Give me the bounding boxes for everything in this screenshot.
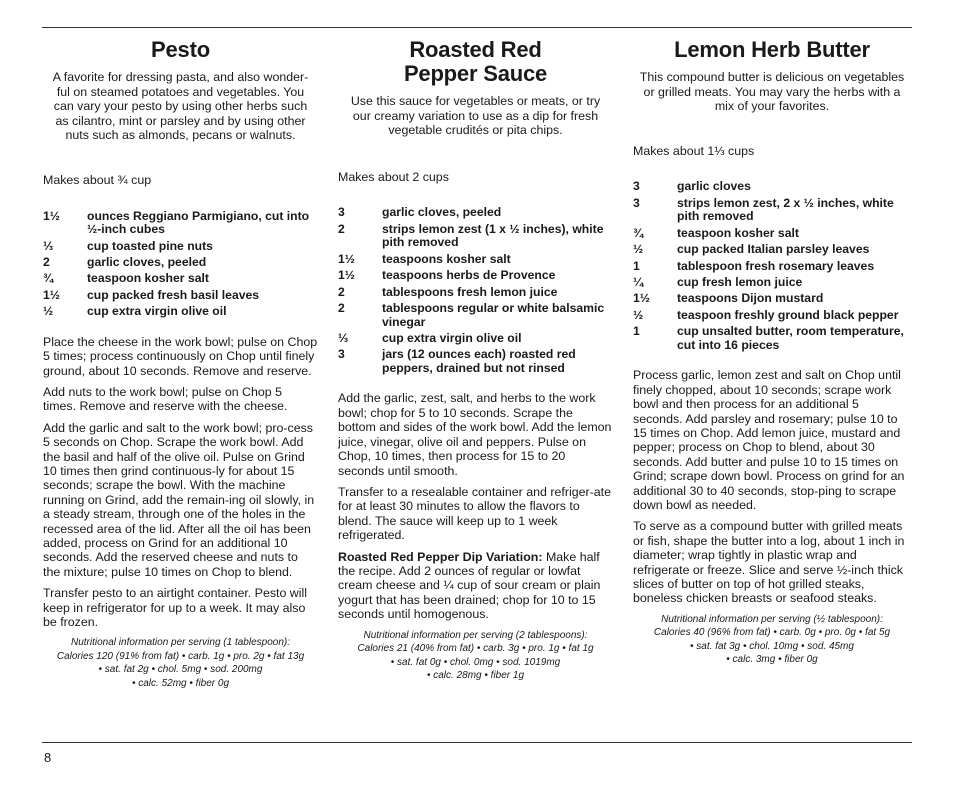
ingredient-item bbox=[338, 269, 613, 283]
recipe-yield: Makes about 1⅓ cups bbox=[633, 143, 755, 158]
ingredient-list bbox=[43, 210, 318, 319]
recipe-intro: A favorite for dressing pasta, and also wonder-ful on steamed potatoes and vegetables. You can vary your pesto by using other herbs such as cilantro, mint or parsley and by using other nuts such as almonds, pecans or walnuts. bbox=[52, 70, 309, 143]
ingredient-desc: cup packed fresh basil leaves bbox=[87, 287, 260, 302]
variation-text: Make half the recipe. Add 2 ounces of regular or lowfat cream cheese and ¼ cup of sour cream or plain yogurt that has been drained; chop for 10 to 15 seconds until homogenous. bbox=[338, 549, 601, 622]
ingredient-item bbox=[633, 309, 911, 323]
ingredient-item bbox=[633, 243, 911, 257]
ingredient-item bbox=[633, 276, 911, 290]
ingredient-qty: 2 bbox=[43, 254, 50, 269]
variation-label: Roasted Red Pepper Dip Variation: bbox=[338, 549, 543, 564]
ingredient-desc: cup unsalted butter, room temperature, cut into 16 pieces bbox=[677, 324, 904, 352]
ingredient-qty: ¾ bbox=[633, 225, 644, 240]
recipe-yield: Makes about ¾ cup bbox=[43, 172, 152, 187]
nutrition-line: • sat. fat 2g • chol. 5mg • sod. 200mg bbox=[98, 664, 263, 676]
ingredient-desc: teaspoons kosher salt bbox=[382, 251, 511, 266]
nutrition-info bbox=[633, 613, 911, 667]
ingredient-qty: 1 bbox=[633, 324, 640, 339]
ingredient-desc: teaspoons Dijon mustard bbox=[677, 291, 824, 306]
recipe-title-line: Roasted Red bbox=[409, 37, 542, 62]
nutrition-line: Calories 40 (96% from fat) • carb. 0g • pro. 0g • fat 5g bbox=[653, 627, 891, 639]
page-number: 8 bbox=[44, 750, 52, 765]
ingredient-item bbox=[338, 253, 613, 267]
recipe-steps bbox=[633, 368, 911, 606]
recipe-title: Pesto bbox=[151, 37, 210, 62]
ingredient-item bbox=[43, 240, 318, 254]
nutrition-info bbox=[338, 629, 613, 683]
ingredient-item bbox=[338, 286, 613, 300]
ingredient-desc: strips lemon zest, 2 x ½ inches, white pith removed bbox=[677, 195, 894, 224]
nutrition-heading: Nutritional information per serving (1 tablespoon): bbox=[71, 637, 290, 649]
ingredient-item bbox=[633, 227, 911, 241]
ingredient-item bbox=[338, 302, 613, 329]
ingredient-qty: ⅓ bbox=[338, 330, 349, 345]
recipe-pesto bbox=[43, 38, 318, 690]
recipe-step: Add nuts to the work bowl; pulse on Chop 5 times. Remove and reserve with the cheese. bbox=[43, 384, 288, 414]
ingredient-qty: 2 bbox=[338, 300, 345, 315]
ingredient-desc: cup extra virgin olive oil bbox=[382, 330, 522, 345]
ingredient-qty: 3 bbox=[338, 205, 345, 220]
ingredient-desc: cup packed Italian parsley leaves bbox=[677, 242, 870, 257]
ingredient-desc: tablespoons fresh lemon juice bbox=[382, 284, 558, 299]
ingredient-desc: garlic cloves, peeled bbox=[382, 205, 502, 220]
ingredient-desc: teaspoons herbs de Provence bbox=[382, 268, 556, 283]
ingredient-qty: 3 bbox=[338, 347, 345, 362]
ingredient-desc: strips lemon zest (1 x ½ inches), white pith removed bbox=[382, 221, 604, 250]
recipe-step: Place the cheese in the work bowl; pulse on Chop 5 times; process continuously on Chop until finely ground, about 10 seconds. Remove and reserve. bbox=[43, 334, 318, 378]
nutrition-line: • sat. fat 0g • chol. 0mg • sod. 1019mg bbox=[390, 656, 561, 668]
ingredient-item bbox=[633, 292, 911, 306]
ingredient-qty: ½ bbox=[43, 304, 54, 319]
ingredient-item bbox=[633, 260, 911, 274]
ingredient-qty: 3 bbox=[633, 179, 640, 194]
recipe-yield: Makes about 2 cups bbox=[338, 169, 449, 184]
recipe-steps bbox=[338, 391, 613, 621]
ingredient-item bbox=[338, 223, 613, 250]
recipe-step: Add the garlic and salt to the work bowl; pro-cess 5 seconds on Chop. Scrape the work bowl. Add the basil and half of the olive oil. Pulse on Grind 10 times then grind continuous-ly for about 15 seconds; scrape the bowl. With the machine running on Grind, add the remain-ing oil slowly, in a steady stream, through one of the holes in the recessed area of the lid. After all the oil has been added, process on Grind for an additional 10 seconds. Add the reserved cheese and nuts to the mixture; pulse 10 times on Chop to blend. bbox=[43, 420, 315, 579]
ingredient-qty: ½ bbox=[633, 242, 644, 257]
ingredient-desc: teaspoon kosher salt bbox=[87, 271, 209, 286]
ingredient-qty: 1½ bbox=[633, 291, 650, 306]
ingredient-desc: cup fresh lemon juice bbox=[677, 274, 803, 289]
ingredient-item bbox=[338, 206, 613, 220]
top-rule bbox=[42, 27, 912, 28]
recipe-step: Transfer pesto to an airtight container. Pesto will keep in refrigerator for up to a week. It may also be frozen. bbox=[43, 586, 308, 630]
recipe-intro: Use this sauce for vegetables or meats, or try our creamy variation to use as a dip for fresh vegetable crudités or pita chips. bbox=[350, 94, 601, 138]
nutrition-line: • calc. 52mg • fiber 0g bbox=[131, 677, 230, 689]
recipe-steps bbox=[43, 335, 318, 630]
ingredient-desc: cup extra virgin olive oil bbox=[87, 304, 227, 319]
recipe-step: Transfer to a resealable container and refriger-ate for at least 30 minutes to allow the flavors to blend. The sauce will keep up to 1 week refrigerated. bbox=[338, 484, 611, 543]
ingredient-item bbox=[338, 332, 613, 346]
recipe-step: To serve as a compound butter with grilled meats or fish, shape the butter into a log, about 1 inch in diameter; wrap tightly in plastic wrap and refrigerate or freeze. Slice and serve ½-inch thick slices of butter on top of hot grilled steaks, boneless chicken breasts or seafood steaks. bbox=[633, 519, 905, 606]
recipe-roasted-red-pepper-sauce bbox=[338, 38, 613, 683]
ingredient-qty: 1½ bbox=[43, 208, 60, 223]
ingredient-list bbox=[633, 180, 911, 352]
nutrition-line: • calc. 28mg • fiber 1g bbox=[426, 670, 525, 682]
ingredient-item bbox=[633, 180, 911, 194]
nutrition-info bbox=[43, 636, 318, 690]
nutrition-heading: Nutritional information per serving (2 tablespoons): bbox=[363, 629, 588, 641]
nutrition-line: Calories 120 (91% from fat) • carb. 1g • pro. 2g • fat 13g bbox=[56, 650, 305, 662]
bottom-rule bbox=[42, 742, 912, 743]
ingredient-qty: ½ bbox=[633, 307, 644, 322]
ingredient-desc: cup toasted pine nuts bbox=[87, 238, 213, 253]
recipe-step: Add the garlic, zest, salt, and herbs to the work bowl; chop for 5 to 10 seconds. Scrape the bottom and sides of the work bowl. Add the lemon juice, vinegar, olive oil and peppers. Pulse on Chop, 10 times, then process for 15 to 20 seconds until smooth. bbox=[338, 391, 612, 478]
nutrition-heading: Nutritional information per serving (½ tablespoon): bbox=[661, 613, 883, 625]
recipe-intro: This compound butter is delicious on vegetables or grilled meats. You may vary the herbs with a mix of your favorites. bbox=[639, 70, 905, 114]
recipe-title: Lemon Herb Butter bbox=[674, 37, 870, 62]
ingredient-item bbox=[43, 256, 318, 270]
ingredient-desc: garlic cloves bbox=[677, 179, 751, 194]
ingredient-item bbox=[338, 348, 613, 375]
recipe-step: Process garlic, lemon zest and salt on Chop until finely chopped, about 10 seconds; scrape work bowl and then process for an additional 5 seconds. Add parsley and rosemary; pulse 10 to 15 times on Chop. Add lemon juice, mustard and pepper; process on Chop to blend, about 30 seconds. Add butter and pulse 10 to 15 times on Grind; scrape down bowl. Process on grind for an additional 30 to 40 seconds, stop-ping to scrape down bowl as needed. bbox=[633, 368, 905, 512]
ingredient-qty: 3 bbox=[633, 195, 640, 210]
ingredient-item bbox=[43, 289, 318, 303]
ingredient-desc: ounces Reggiano Parmigiano, cut into ½-inch cubes bbox=[87, 208, 310, 237]
ingredient-desc: garlic cloves, peeled bbox=[87, 254, 207, 269]
ingredient-item bbox=[43, 305, 318, 319]
ingredient-qty: 1 bbox=[633, 258, 640, 273]
ingredient-desc: tablespoon fresh rosemary leaves bbox=[677, 258, 875, 273]
recipe-title bbox=[338, 38, 613, 86]
ingredient-desc: jars (12 ounces each) roasted red peppers, drained but not rinsed bbox=[382, 347, 576, 375]
ingredient-item bbox=[43, 272, 318, 286]
ingredient-qty: 2 bbox=[338, 284, 345, 299]
ingredient-qty: 1½ bbox=[338, 251, 355, 266]
ingredient-qty: 1½ bbox=[43, 287, 60, 302]
ingredient-qty: ¾ bbox=[43, 271, 54, 286]
ingredient-list bbox=[338, 206, 613, 375]
ingredient-desc: tablespoons regular or white balsamic vinegar bbox=[382, 300, 605, 329]
ingredient-item bbox=[43, 210, 318, 237]
nutrition-line: • calc. 3mg • fiber 0g bbox=[726, 654, 818, 666]
nutrition-line: Calories 21 (40% from fat) • carb. 3g • pro. 1g • fat 1g bbox=[357, 643, 594, 655]
recipe-variation bbox=[338, 550, 613, 622]
ingredient-desc: teaspoon freshly ground black pepper bbox=[677, 307, 899, 322]
recipe-title-line: Pepper Sauce bbox=[403, 61, 548, 86]
nutrition-line: • sat. fat 3g • chol. 10mg • sod. 45mg bbox=[690, 640, 854, 652]
ingredient-qty: ¼ bbox=[633, 274, 644, 289]
ingredient-qty: ⅓ bbox=[43, 238, 54, 253]
ingredient-qty: 1½ bbox=[338, 268, 355, 283]
ingredient-qty: 2 bbox=[338, 221, 345, 236]
ingredient-desc: teaspoon kosher salt bbox=[677, 225, 799, 240]
recipe-lemon-herb-butter bbox=[633, 38, 911, 667]
ingredient-item bbox=[633, 197, 911, 224]
ingredient-item bbox=[633, 325, 911, 352]
